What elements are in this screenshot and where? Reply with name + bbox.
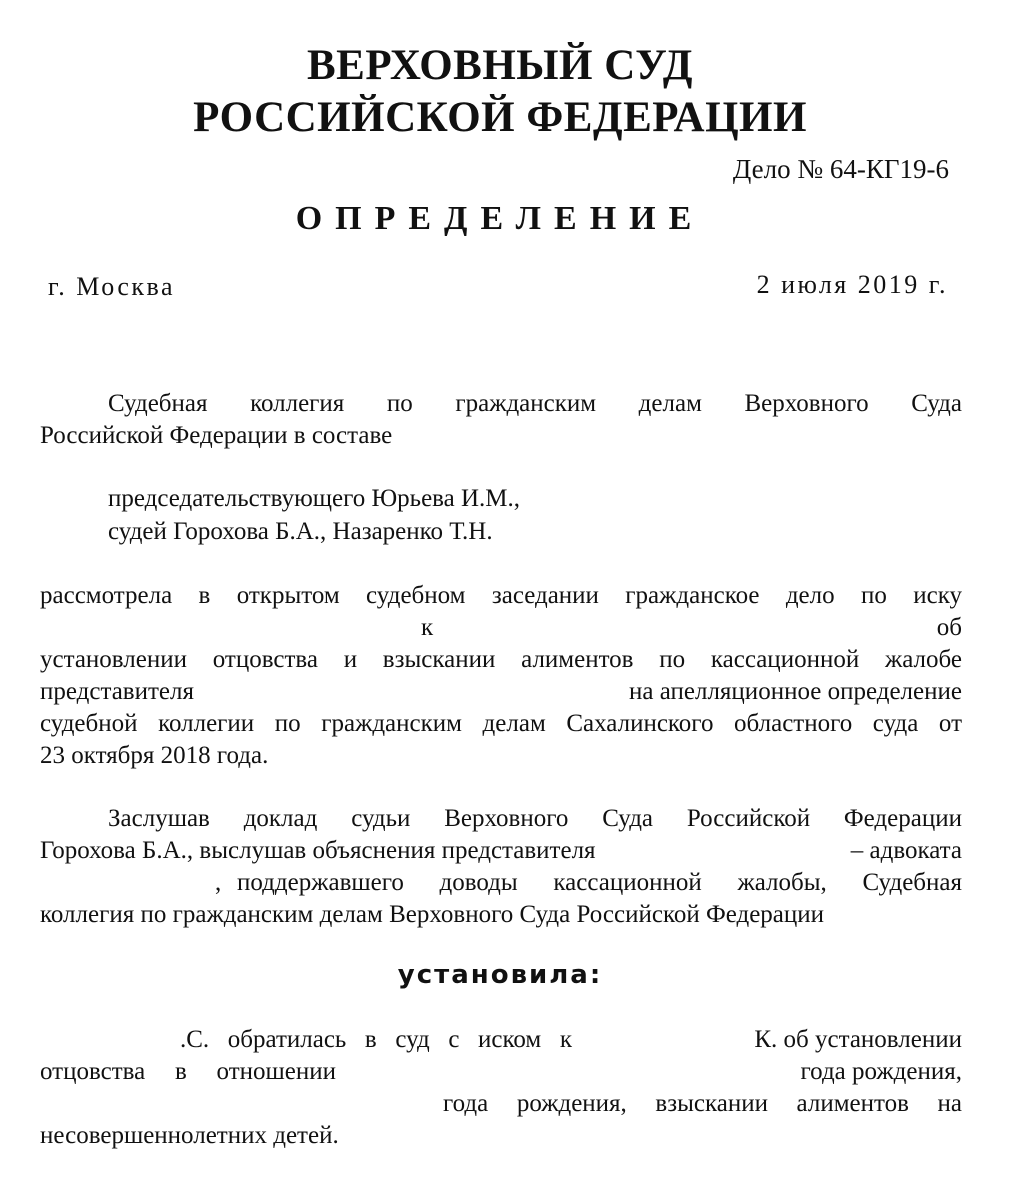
- case-line-3: установлении отцовства и взыскании алиментов по кассационной жалобе: [40, 646, 962, 673]
- body-line-3-text: года рождения, взыскании алиментов на: [443, 1090, 962, 1117]
- document-title: ОПРЕДЕЛЕНИЕ: [295, 200, 705, 237]
- hearing-line-2-part-a: Горохова Б.А., выслушав объяснения представителя: [40, 837, 596, 864]
- document-date: 2 июля 2019 г.: [756, 270, 948, 299]
- hearing-line-3-part-a: ,: [215, 869, 222, 896]
- judges: судей Горохова Б.А., Назаренко Т.Н.: [108, 518, 493, 545]
- section-heading: установила:: [397, 960, 603, 990]
- presiding-judge: председательствующего Юрьева И.М.,: [108, 485, 521, 512]
- case-line-1: рассмотрела в открытом судебном заседании гражданское дело по иску: [40, 582, 962, 609]
- case-line-2-part-a: к: [421, 614, 434, 641]
- body-line-1-part-a: .С. обратилась в суд с иском к: [180, 1026, 572, 1053]
- court-name-line1: ВЕРХОВНЫЙ СУД: [307, 42, 693, 89]
- body-line-4: несовершеннолетних детей.: [40, 1122, 339, 1149]
- body-line-2-part-a: отцовства в отношении: [40, 1058, 336, 1085]
- hearing-line-4: коллегия по гражданским делам Верховного Суда Российской Федерации: [40, 901, 825, 928]
- body-line-2-part-b: года рождения,: [800, 1058, 962, 1085]
- case-line-2-part-b: об: [936, 614, 962, 641]
- case-line-4-part-a: представителя: [40, 678, 194, 705]
- hearing-line-2-part-b: – адвоката: [850, 837, 962, 864]
- body-line-1-part-b: К. об установлении: [754, 1026, 962, 1053]
- case-line-6: 23 октября 2018 года.: [40, 742, 269, 769]
- case-line-4-part-b: на апелляционное определение: [629, 678, 962, 705]
- document-place: г. Москва: [48, 272, 175, 301]
- intro-line-1: Судебная коллегия по гражданским делам Верховного Суда: [108, 390, 962, 417]
- intro-line-2: Российской Федерации в составе: [40, 422, 393, 449]
- court-name-line2: РОССИЙСКОЙ ФЕДЕРАЦИИ: [193, 94, 807, 141]
- case-line-5: судебной коллегии по гражданским делам Сахалинского областного суда от: [40, 710, 962, 737]
- case-number: Дело № 64-КГ19-6: [732, 154, 949, 184]
- hearing-line-3-part-b: поддержавшего доводы кассационной жалобы, Судебная: [237, 869, 962, 896]
- hearing-line-1: Заслушав доклад судьи Верховного Суда Российской Федерации: [108, 805, 962, 832]
